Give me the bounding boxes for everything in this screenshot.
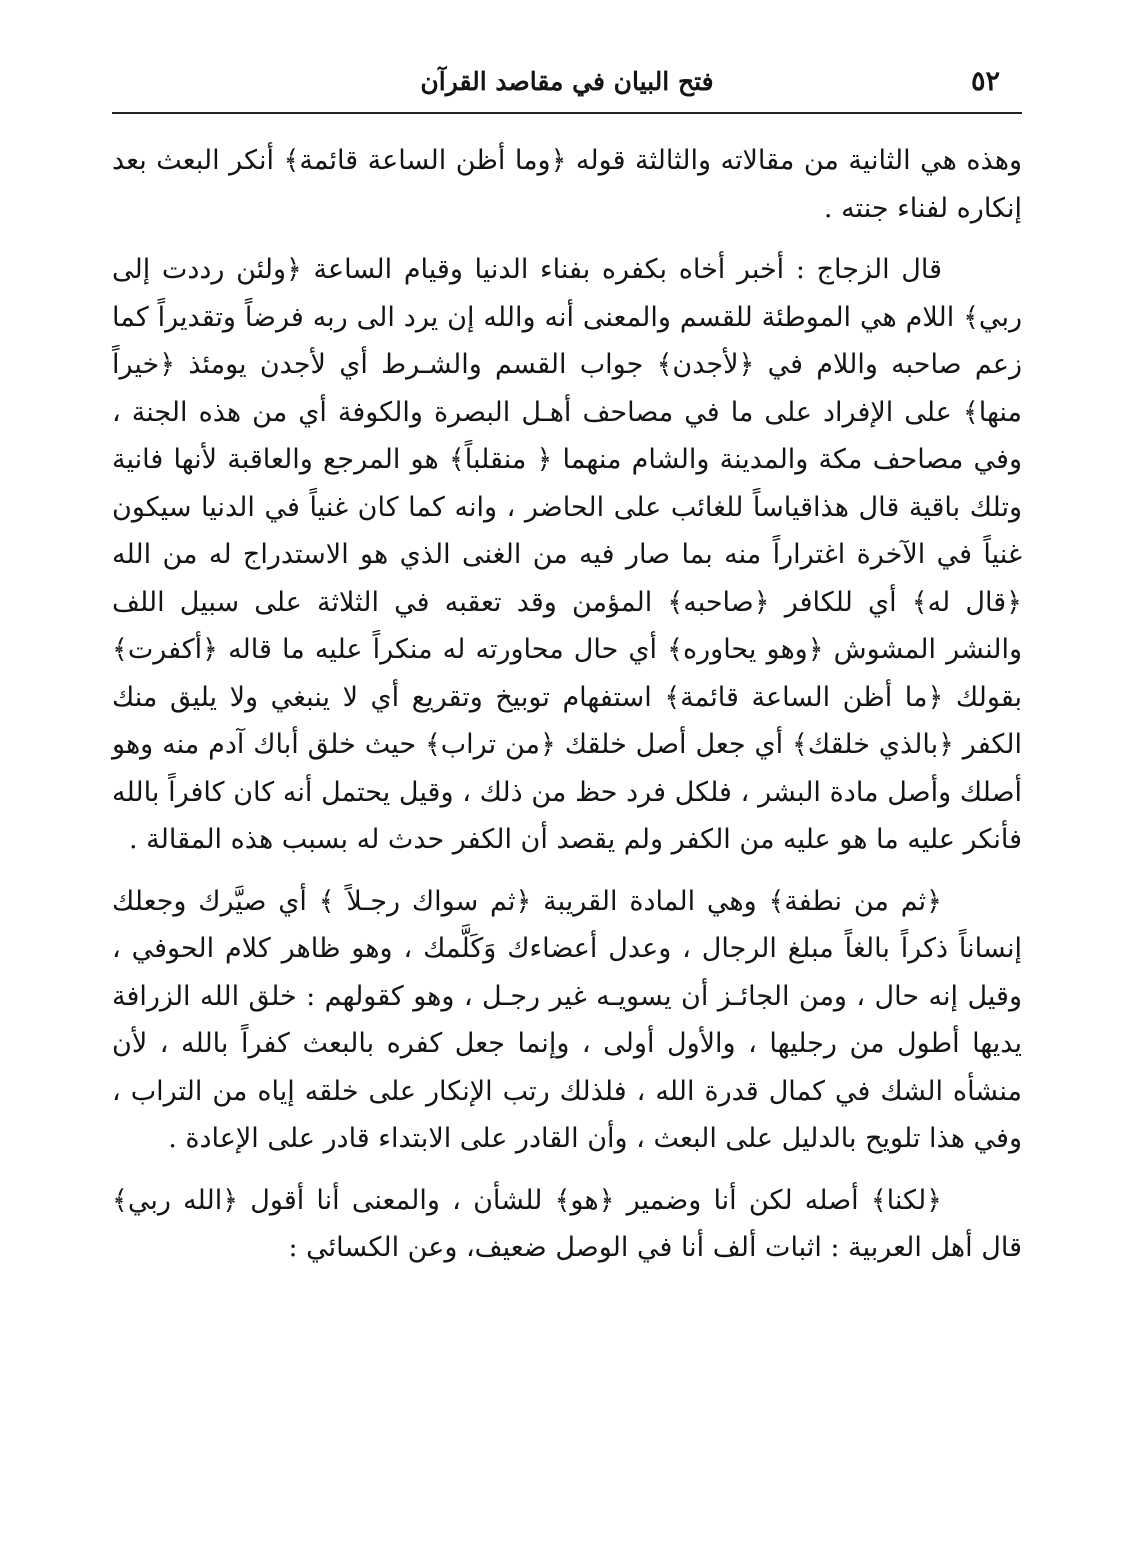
- paragraph-2: قال الزجاج : أخبر أخاه بكفره بفناء الدنيا وقيام الساعة ﴿ولئن رددت إلى ربي﴾ اللام هي الموطئة للقسم والمعنى أنه والله إن يرد الى ربه فرضاً وتقديراً كما زعم صاحبه واللام في ﴿لأجدن﴾ جواب القسم والشـرط أي لأجدن يومئذ ﴿خيراً منها﴾ على الإفراد على ما في مصاحف أهـل البصرة والكوفة أي من هذه الجنة ، وفي مصاحف مكة والمدينة والشام منهما ﴿ منقلباً﴾ هو المرجع والعاقبة لأنها فانية وتلك باقية قال هذاقياساً للغائب على الحاضر ، وانه كما كان غنياً في الدنيا سيكون غنياً في الآخرة اغتراراً منه بما صار فيه من الغنى الذي هو الاستدراج له من الله ﴿قال له﴾ أي للكافر ﴿صاحبه﴾ المؤمن وقد تعقبه في الثلاثة على سبيل اللف والنشر المشوش ﴿وهو يحاوره﴾ أي حال محاورته له منكراً عليه ما قاله ﴿أكفرت﴾ بقولك ﴿ما أظن الساعة قائمة﴾ استفهام توبيخ وتقريع أي لا ينبغي ولا يليق منك الكفر ﴿بالذي خلقك﴾ أي جعل أصل خلقك ﴿من تراب﴾ حيث خلق أباك آدم منه وهو أصلك وأصل مادة البشر ، فلكل فرد حظ من ذلك ، وقيل يحتمل أنه كان كافراً بالله فأنكر عليه ما هو عليه من الكفر ولم يقصد أن الكفر حدث له بسبب هذه المقالة .: [112, 254, 1022, 855]
- paragraph-4: ﴿لكنا﴾ أصله لكن أنا وضمير ﴿هو﴾ للشأن ، والمعنى أنا أقول ﴿الله ربي﴾ قال أهل العربية : اثبات ألف أنا في الوصل ضعيف، وعن الكسائي :: [112, 1184, 1022, 1263]
- paragraph-3: ﴿ثم من نطفة﴾ وهي المادة القريبة ﴿ثم سواك رجـلاً ﴾ أي صيَّرك وجعلك إنساناً ذكراً بالغاً مبلغ الرجال ، وعدل أعضاءك وَكَلَّمك ، وهو ظاهر كلام الحوفي ، وقيل إنه حال ، ومن الجائـز أن يسويـه غير رجـل ، وهو كقولهم : خلق الله الزرافة يديها أطول من رجليها ، والأول أولى ، وإنما جعل كفره بالبعث كفراً بالله ، لأن منشأه الشك في كمال قدرة الله ، فلذلك رتب الإنكار على خلقه إياه من التراب ، وفي هذا تلويح بالدليل على البعث ، وأن القادر على الابتداء قادر على الإعادة .: [112, 885, 1022, 1154]
- running-title: فتح البيان في مقاصد القرآن: [420, 67, 714, 96]
- paragraph-1: وهذه هي الثانية من مقالاته والثالثة قوله ﴿وما أظن الساعة قائمة﴾ أنكر البعث بعد إنكاره لفناء جنته .: [112, 145, 1022, 224]
- page-header: [112, 62, 1022, 106]
- page-number: ٥٢: [970, 66, 1000, 97]
- header-divider: [112, 112, 1022, 114]
- page-body: [112, 137, 1022, 1272]
